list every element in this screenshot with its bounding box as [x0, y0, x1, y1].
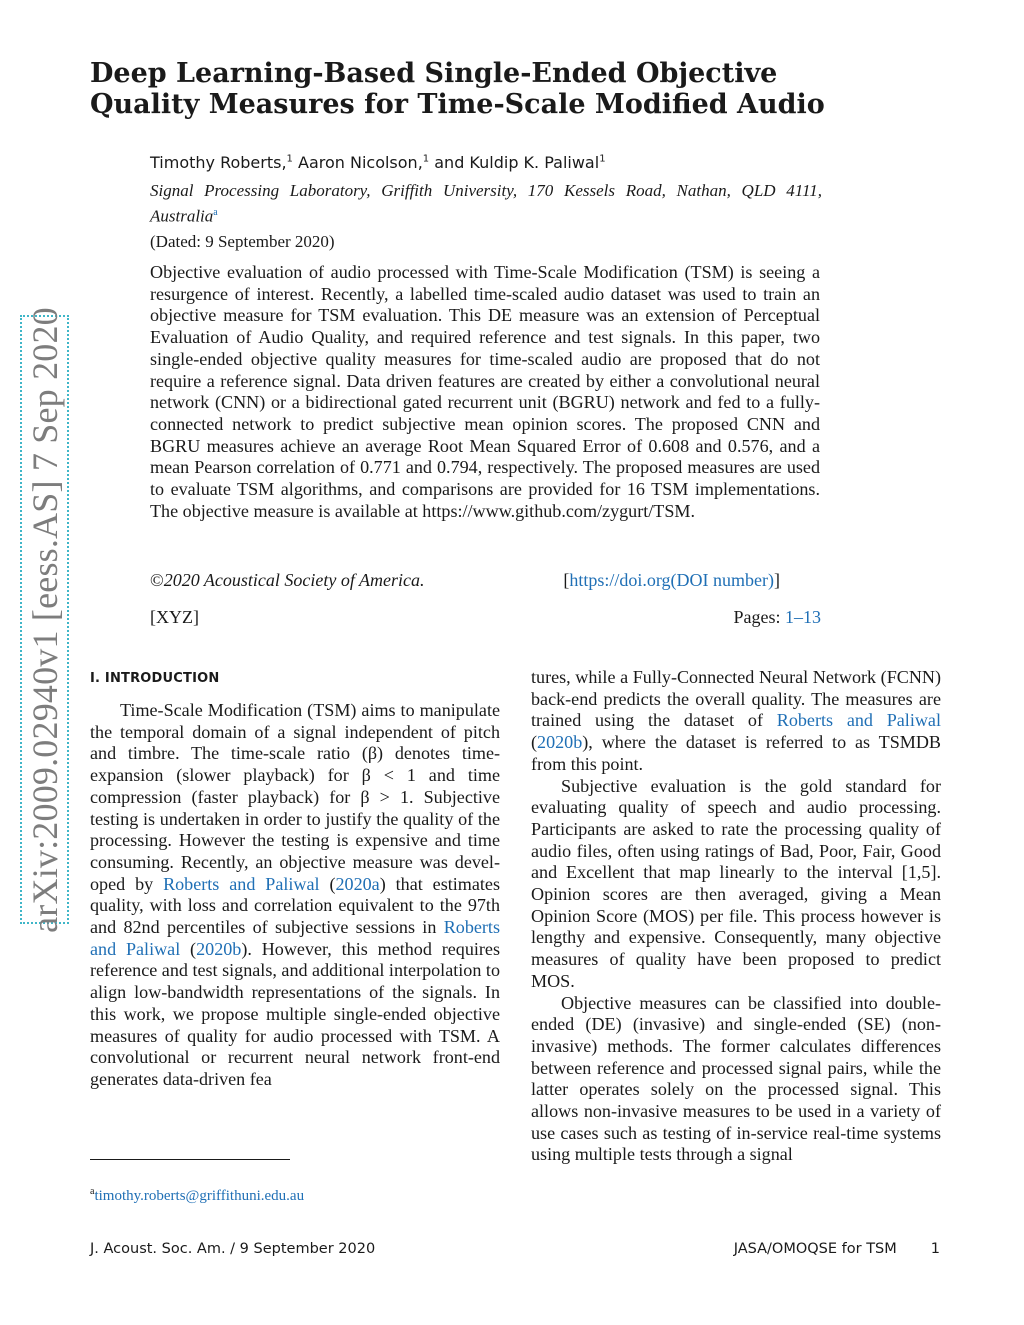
affiliation-text: Signal Processing Laboratory, Griffith University, 170 Kessels Road, Nathan, QLD 4111, Australia: [150, 181, 822, 226]
section-heading: I. INTRODUCTION: [90, 671, 220, 686]
xyz-label: [XYZ]: [150, 607, 199, 627]
citation-year-link[interactable]: 2020b: [196, 938, 242, 959]
author-sup: 1: [286, 153, 293, 165]
author-sup: 1: [599, 153, 606, 165]
intro-paragraph-1: [90, 700, 500, 1091]
citation-year-link[interactable]: 2020a: [335, 873, 380, 894]
page-number: 1: [930, 1241, 940, 1257]
date-line: (Dated: 9 September 2020): [150, 232, 335, 251]
paragraph-text: , where the dataset is referred to as TSMDB from this point.: [531, 732, 941, 774]
author-paliwal: and Kuldip K. Paliwal: [429, 153, 600, 172]
right-column: [531, 667, 941, 1166]
paragraph-text: Time-Scale Modification (TSM) aims to manipulate the temporal domain of a signal independent of pitch and timbre. The time-scale ratio (β) denotes time-expansion (slower playback) for β < 1 and time compression (faster playback) for β > 1. Subjective testing is undertaken in order to justify the quality of the processing. However the testing is expensive and time consuming. Recently, an objective measure was developed by: [90, 700, 500, 894]
citation-link[interactable]: Roberts and Paliwal: [163, 873, 320, 894]
title-line-1: Deep Learning-Based Single-Ended Objective: [90, 58, 778, 89]
affiliation-footnote-mark[interactable]: a: [213, 207, 218, 218]
citation-paren: ).: [241, 938, 252, 959]
arxiv-stamp-text: arXiv:2009.02940v1 [eess.AS] 7 Sep 2020: [24, 306, 65, 933]
doi-bracket: [: [563, 570, 570, 590]
intro-paragraph-2: Subjective evaluation is the gold standard for evaluating quality of speech and audio processing. Participants are asked to rate the processing quality of audio files, often using ratings of Bad, Poor, Fair, Good and Excellent that map linearly to the interval [1,5]. Opinion scores are then averaged, giving a Mean Opinion Score (MOS) per file. This process however is lengthy and expensive. Consequently, many objective measures of quality have been proposed to predict MOS.: [531, 775, 941, 991]
pages-range-link[interactable]: 1–13: [785, 607, 821, 627]
citation-paren: ): [582, 732, 589, 753]
arxiv-stamp: [20, 306, 69, 933]
intro-paragraph-3: Objective measures can be classified into double-ended (DE) (invasive) and single-ended (SE) (non-invasive) methods. The former calculates differences between reference and processed signal pairs, while the latter operates solely on the processed signal. This allows non-invasive measures to be used in a variety of use cases such as testing of in-service real-time systems using multiple tests through a signal: [531, 992, 941, 1165]
paragraph-text: tures, while a Fully-Connected Neural Network (FCNN) back-end predicts the overall quality. The measures are trained using the dataset of: [531, 667, 941, 731]
footnote-mark: a: [90, 1186, 95, 1197]
email-link[interactable]: timothy.roberts@griffithuni.edu.au: [94, 1188, 305, 1204]
footer-short-title: JASA/OMOQSE for TSM: [733, 1241, 897, 1257]
paragraph-text: However, this method requires reference and test signals, and additional interpolation to align low-bandwidth representations of the signals. In this work, we propose multiple single-ended objective measures of quality for audio processed with TSM. A convolutional or recurrent neural network front-end generates data-driven fea: [90, 938, 500, 1089]
copyright-icon: ©: [150, 570, 164, 590]
affiliation: [150, 180, 822, 228]
citation-link[interactable]: Roberts and Paliwal: [776, 710, 941, 731]
pages-info: [734, 607, 822, 628]
doi-bracket: ]: [774, 570, 780, 590]
title-line-2: Quality Measures for Time-Scale Modified Audio: [90, 89, 825, 120]
citation-paren: ): [379, 873, 386, 894]
copyright-line: [150, 570, 820, 591]
intro-paragraph-continued: [531, 667, 941, 776]
citation-link[interactable]: Roberts and Paliwal: [90, 917, 500, 959]
author-sup: 1: [422, 153, 430, 165]
doi-text[interactable]: https://doi.org(DOI number): [569, 570, 774, 590]
author-list: [150, 153, 606, 172]
footer-journal: J. Acoust. Soc. Am. / 9 September 2020: [90, 1241, 376, 1257]
author-nicolson: Aaron Nicolson,: [292, 153, 423, 172]
author-roberts: Timothy Roberts,: [150, 153, 287, 172]
doi-link[interactable]: [563, 570, 780, 591]
abstract: Objective evaluation of audio processed with Time-Scale Modification (TSM) is seeing a resurgence of interest. Recently, a labelled time-scaled audio dataset was used to train an objective measure for TSM evaluation. This DE measure was an extension of Perceptual Evaluation of Audio Quality, and required reference and test signals. In this paper, two single-ended objective quality measures for time-scaled audio are proposed that do not require a reference signal. Data driven features are created by either a convolutional neural network (CNN) or a bidirectional gated recurrent unit (BGRU) network and fed to a fully-connected network to predict subjective mean opinion scores. The proposed CNN and BGRU measures achieve an average Root Mean Squared Error of 0.608 and 0.576, and a mean Pearson correlation of 0.771 and 0.794, respectively. The proposed measures are used to evaluate TSM algorithms, and comparisons are provided for 16 TSM implementations. The objective measure is available at https://www.github.com/zygurt/TSM.: [150, 262, 820, 521]
footnote: [90, 1186, 304, 1205]
pages-label: Pages:: [733, 607, 785, 627]
copyright-text: 2020 Acoustical Society of America.: [163, 570, 425, 590]
citation-year-link[interactable]: 2020b: [537, 732, 583, 753]
citation-paren: (: [180, 938, 197, 959]
citation-paren: (: [531, 732, 538, 753]
citation-paren: (: [319, 873, 336, 894]
paragraph-text: that estimates quality, with loss and correlation equivalent to the 97th and 82nd percentiles of subjective sessions in: [90, 873, 500, 938]
paper-title: [90, 58, 910, 120]
footer-right: [734, 1241, 940, 1257]
left-column: [90, 700, 500, 1091]
footnote-divider: [90, 1159, 290, 1160]
